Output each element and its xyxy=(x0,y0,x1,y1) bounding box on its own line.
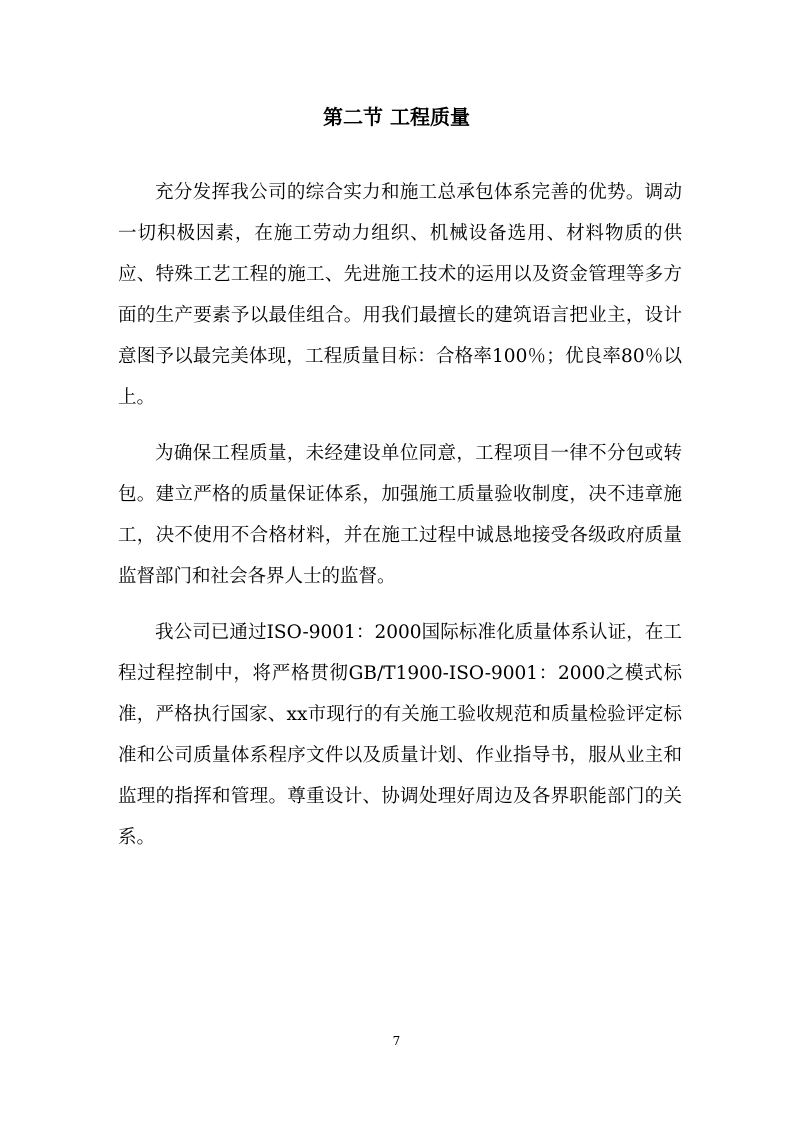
page-number: 7 xyxy=(392,1034,401,1048)
paragraph-quality-assurance: 为确保工程质量，未经建设单位同意，工程项目一律不分包或转包。建立严格的质量保证体系，加强施工质量验收制度，决不违章施工，决不使用不合格材料，并在施工过程中诚恳地接受各级政府质量监督部门和社会各界人士的监督。 xyxy=(118,443,682,587)
body-text xyxy=(118,172,682,873)
paragraph-quality-goals: 充分发挥我公司的综合实力和施工总承包体系完善的优势。调动一切积极因素，在施工劳动力组织、机械设备选用、材料物质的供应、特殊工艺工程的施工、先进施工技术的运用以及资金管理等多方面的生产要素予以最佳组合。用我们最擅长的建筑语言把业主，设计意图予以最完美体现，工程质量目标：合格率100％；优良率80％以上。 xyxy=(118,182,682,408)
section-title: 第二节 工程质量 xyxy=(323,105,470,129)
paragraph-iso-certification: 我公司已通过ISO-9001：2000国际标准化质量体系认证，在工程过程控制中，将严格贯彻GB/T1900-ISO-9001：2000之模式标准，严格执行国家、xx市现行的有关施工验收规范和质量检验评定标准和公司质量体系程序文件以及质量计划、作业指导书，服从业主和监理的指挥和管理。尊重设计、协调处理好周边及各界职能部门的关系。 xyxy=(118,622,682,848)
